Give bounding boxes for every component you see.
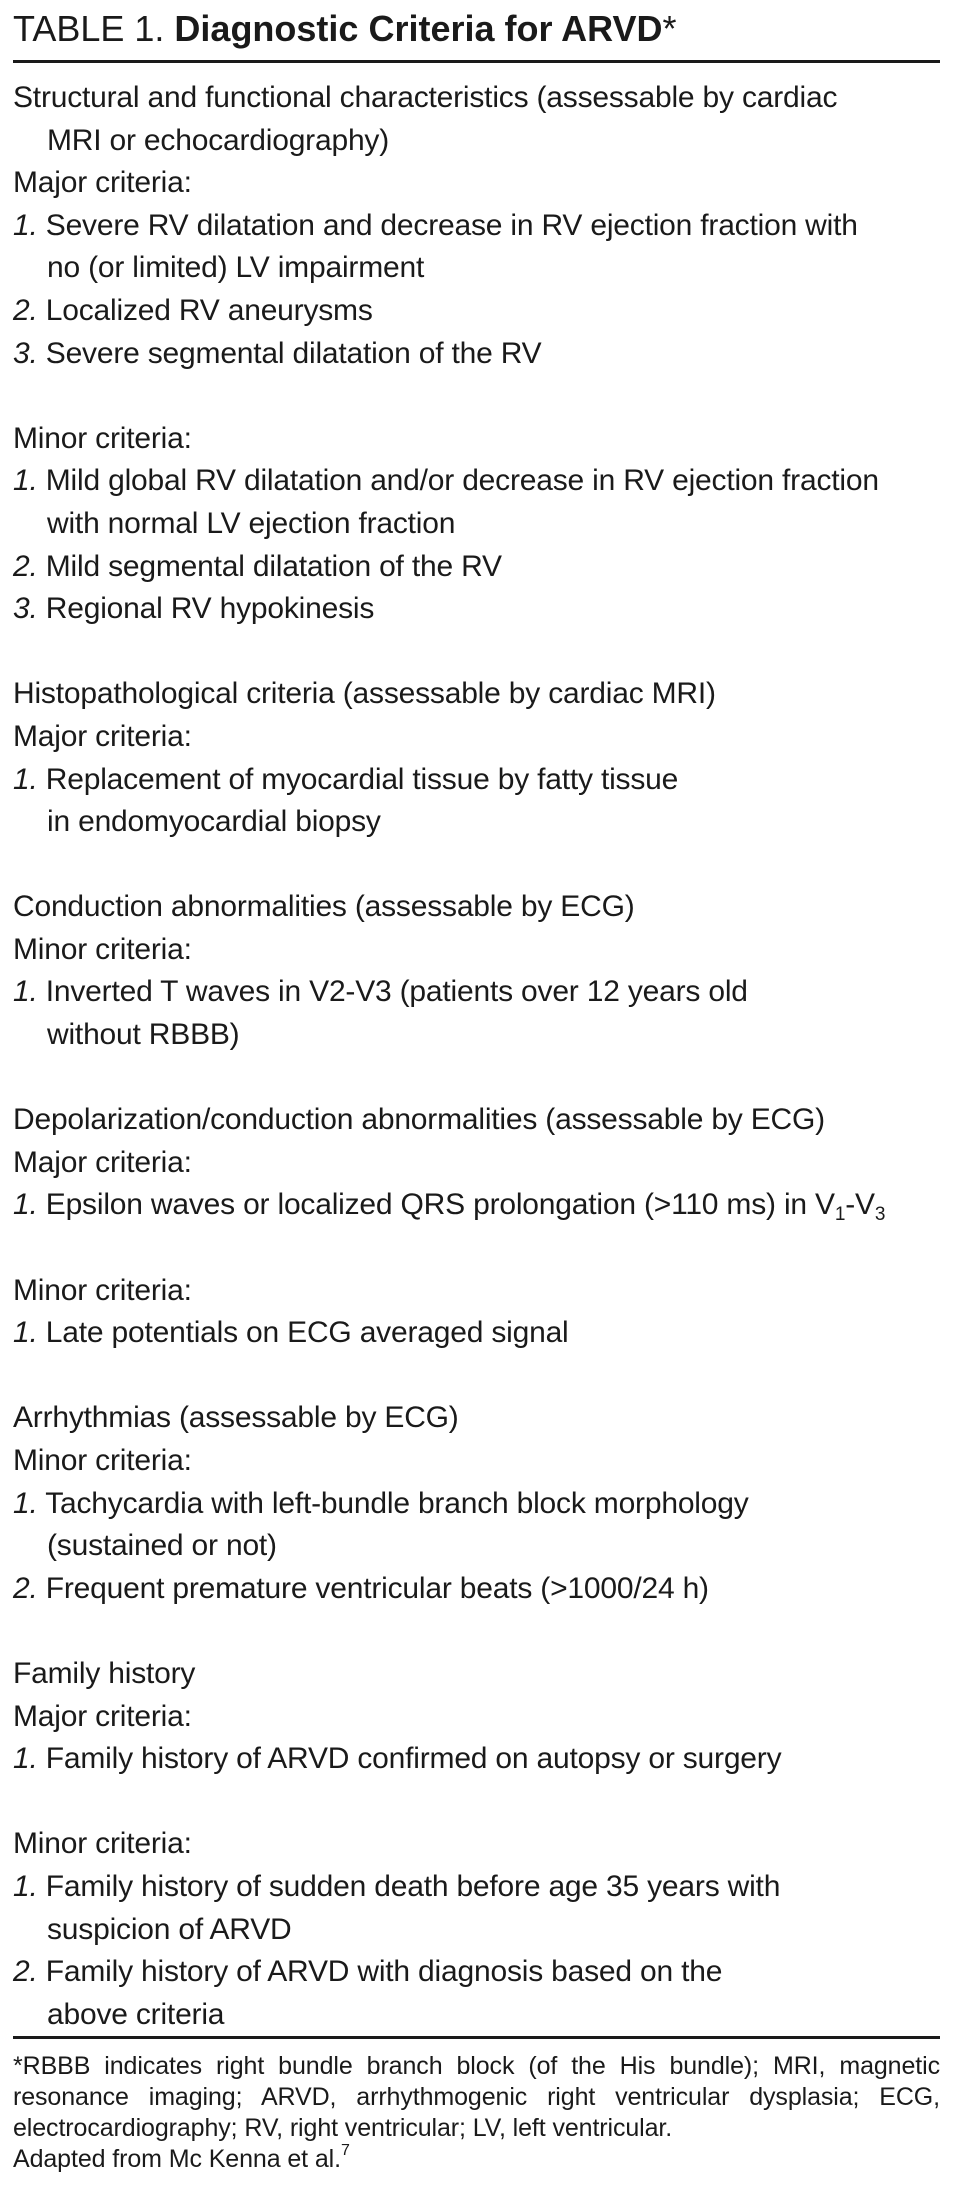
- section-heading: Family history: [13, 1656, 196, 1690]
- group-gap: [13, 1227, 953, 1270]
- criteria-group-label: Minor criteria:: [13, 421, 192, 455]
- criteria-group-label: Major criteria:: [13, 1699, 192, 1733]
- criteria-group-label: Major criteria:: [13, 1145, 192, 1179]
- criteria-item-line: [13, 247, 953, 290]
- criteria-item-number: 1.: [13, 1486, 38, 1520]
- criteria-item-number: 1.: [13, 1316, 38, 1350]
- criteria-item-text: -V: [845, 1188, 875, 1222]
- subscript: 3: [874, 1204, 886, 1226]
- criteria-item-number: 3.: [13, 336, 38, 370]
- section-heading: Structural and functional characteristics (assessable by cardiac: [13, 81, 838, 114]
- section-heading: Conduction abnormalities (assessable by ECG): [13, 890, 635, 924]
- section-gap: [13, 1057, 953, 1100]
- criteria-section: [13, 886, 953, 1056]
- criteria-item-text: Inverted T waves in V2-V3 (patients over 12 years old: [45, 975, 748, 1009]
- criteria-group-label: Minor criteria:: [13, 932, 192, 966]
- footnote-adapted-text: Adapted from Mc Kenna et al.: [13, 2145, 341, 2174]
- criteria-item-line: [13, 1994, 953, 2037]
- section-gap: [13, 844, 953, 887]
- criteria-item-text: without RBBB): [47, 1018, 240, 1052]
- criteria-item-line: [13, 1951, 953, 1994]
- criteria-item-text: Tachycardia with left-bundle branch block morphology: [45, 1486, 749, 1520]
- criteria-section: [13, 77, 953, 631]
- criteria-item-line: [13, 1738, 953, 1781]
- criteria-item-text: Localized RV aneurysms: [45, 293, 373, 327]
- criteria-section: [13, 673, 953, 843]
- criteria-item-line: [13, 1525, 953, 1568]
- criteria-item-text: above criteria: [47, 1997, 225, 2031]
- criteria-item-line: [13, 205, 953, 248]
- footnote-text: *RBBB indicates right bundle branch block (of the His bundle); MRI, magnetic resonance imaging; ARVD, arrhythmogenic right ventricular dysplasia; ECG, electrocardiography; RV, right ventricular; LV, left ventricular.: [13, 2052, 940, 2143]
- criteria-item-text: Family history of ARVD with diagnosis based on the: [45, 1955, 723, 1989]
- footnote-adapted: [13, 2144, 940, 2175]
- group-gap: [13, 375, 953, 418]
- criteria-item-text: with normal LV ejection fraction: [47, 506, 456, 540]
- criteria-item-line: [13, 546, 953, 589]
- table-label: TABLE 1.: [13, 8, 165, 49]
- criteria-item-line: [13, 1184, 953, 1227]
- section-heading: Depolarization/conduction abnormalities (assessable by ECG): [13, 1103, 825, 1137]
- criteria-item-line: [13, 1568, 953, 1611]
- criteria-section: [13, 1397, 953, 1610]
- criteria-item-number: 1.: [13, 975, 38, 1009]
- section-heading: Arrhythmias (assessable by ECG): [13, 1401, 459, 1435]
- criteria-item-text: Late potentials on ECG averaged signal: [45, 1316, 569, 1350]
- table-body: [13, 63, 953, 2036]
- criteria-section: [13, 1099, 953, 1355]
- criteria-group-label: Minor criteria:: [13, 1444, 192, 1477]
- criteria-item-number: 1.: [13, 208, 38, 242]
- criteria-item-line: [13, 290, 953, 333]
- table-title-mark: *: [662, 8, 677, 49]
- criteria-section: [13, 1653, 953, 2036]
- criteria-item-number: 1.: [13, 1742, 38, 1776]
- section-heading: MRI or echocardiography): [47, 123, 390, 157]
- criteria-item-number: 1.: [13, 762, 38, 796]
- section-gap: [13, 631, 953, 674]
- criteria-item-number: 2.: [13, 1955, 38, 1989]
- table-footnote: [13, 2039, 940, 2175]
- criteria-item-line: [13, 1866, 953, 1909]
- criteria-item-number: 2.: [13, 293, 38, 327]
- criteria-group-label: Minor criteria:: [13, 1273, 192, 1307]
- criteria-item-text: in endomyocardial biopsy: [47, 805, 381, 839]
- subscript: 1: [834, 1204, 846, 1226]
- criteria-item-text: Severe RV dilatation and decrease in RV ejection fraction with: [45, 208, 858, 242]
- criteria-item-text: Frequent premature ventricular beats (>1000/24 h): [45, 1571, 709, 1605]
- criteria-item-text: Epsilon waves or localized QRS prolongation (>110 ms) in V: [45, 1188, 835, 1222]
- criteria-item-text: Regional RV hypokinesis: [45, 592, 375, 626]
- criteria-item-text: Severe segmental dilatation of the RV: [45, 336, 542, 370]
- criteria-item-text: Family history of sudden death before age 35 years with: [45, 1869, 781, 1903]
- criteria-item-text: Mild global RV dilatation and/or decrease in RV ejection fraction: [45, 464, 879, 498]
- criteria-item-text: suspicion of ARVD: [47, 1912, 292, 1946]
- criteria-item-number: 3.: [13, 592, 38, 626]
- section-gap: [13, 1355, 953, 1398]
- criteria-item-line: [13, 503, 953, 546]
- criteria-item-line: [13, 588, 953, 631]
- criteria-group-label: Major criteria:: [13, 719, 192, 753]
- section-heading: Histopathological criteria (assessable by cardiac MRI): [13, 677, 716, 711]
- criteria-item-line: [13, 1312, 953, 1355]
- criteria-item-number: 2.: [13, 549, 38, 583]
- section-gap: [13, 1610, 953, 1653]
- criteria-item-number: 1.: [13, 1188, 38, 1222]
- criteria-item-line: [13, 801, 953, 844]
- criteria-item-line: [13, 1014, 953, 1057]
- criteria-item-line: [13, 1483, 953, 1526]
- criteria-item-text: (sustained or not): [47, 1529, 277, 1563]
- criteria-item-line: [13, 1909, 953, 1952]
- criteria-item-line: [13, 460, 953, 503]
- criteria-item-text: no (or limited) LV impairment: [47, 251, 425, 285]
- table-title-text: Diagnostic Criteria for ARVD: [174, 8, 663, 49]
- criteria-item-number: 1.: [13, 464, 38, 498]
- criteria-item-line: [13, 971, 953, 1014]
- table-title: [13, 6, 953, 52]
- criteria-item-text: Family history of ARVD confirmed on autopsy or surgery: [45, 1742, 782, 1776]
- criteria-item-text: Mild segmental dilatation of the RV: [45, 549, 502, 583]
- criteria-group-label: Minor criteria:: [13, 1827, 192, 1861]
- criteria-group-label: Major criteria:: [13, 166, 192, 200]
- criteria-item-line: [13, 333, 953, 376]
- criteria-item-text: Replacement of myocardial tissue by fatty tissue: [45, 762, 679, 796]
- footnote-ref: 7: [340, 2142, 350, 2160]
- criteria-item-line: [13, 759, 953, 802]
- criteria-item-number: 2.: [13, 1571, 38, 1605]
- criteria-item-number: 1.: [13, 1869, 38, 1903]
- group-gap: [13, 1781, 953, 1824]
